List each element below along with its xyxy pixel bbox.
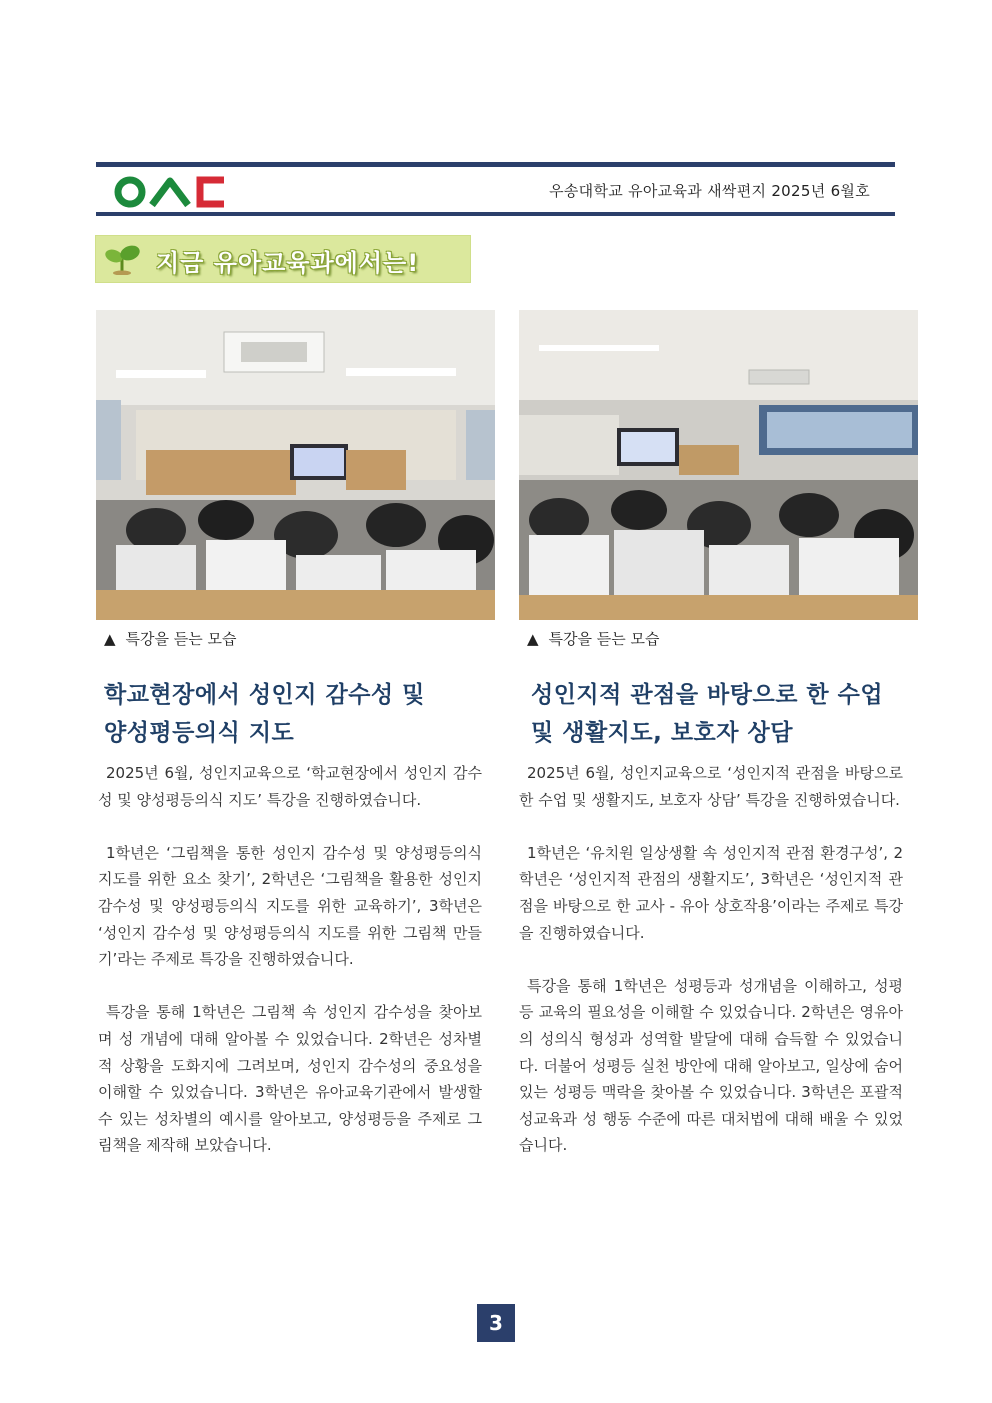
- triangle-marker-icon: ▲: [104, 630, 116, 648]
- heading-line: 성인지적 관점을 바탕으로 한 수업: [531, 682, 884, 708]
- photo-caption-right: [527, 628, 660, 649]
- section-title: 지금 유아교육과에서는!: [156, 249, 420, 277]
- paragraph: 1학년은 ‘유치원 일상생활 속 성인지적 관점 환경구성’, 2학년은 ‘성인지적 관점의 생활지도’, 3학년은 ‘성인지적 관점을 바탕으로 한 교사 - 유아 상호작용’이라는 주제로 특강을 진행하였습니다.: [519, 843, 903, 942]
- triangle-marker-icon: ▲: [527, 630, 539, 648]
- article-body-left: [98, 760, 482, 1186]
- paragraph: 특강을 통해 1학년은 성평등과 성개념을 이해하고, 성평등 교육의 필요성을 이해할 수 있었습니다. 2학년은 영유아의 성의식 형성과 성역할 발달에 대해 습득할 수 있었습니다. 더불어 성평등 실천 방안에 대해 알아보고, 일상에 숨어 있는 성평등 맥락을 찾아볼 수 있었습니다. 3학년은 포괄적 성교육과 성 행동 수준에 따른 대처법에 대해 배울 수 있었습니다.: [519, 976, 903, 1155]
- heading-line: 및 생활지도, 보호자 상담: [531, 720, 793, 746]
- paragraph: 2025년 6월, 성인지교육으로 ‘학교현장에서 성인지 감수성 및 양성평등의식 지도’ 특강을 진행하였습니다.: [98, 764, 482, 809]
- section-banner: [96, 236, 470, 282]
- heading-line: 양성평등의식 지도: [104, 720, 295, 746]
- header-bottom-rule: [96, 212, 895, 216]
- lecture-photo-right: [519, 310, 918, 620]
- lecture-photo-left: [96, 310, 495, 620]
- article-body-right: [519, 760, 903, 1186]
- article-heading-left: [104, 676, 484, 752]
- caption-text: 특강을 듣는 모습: [125, 630, 237, 648]
- caption-text: 특강을 듣는 모습: [548, 630, 660, 648]
- paragraph: 특강을 통해 1학년은 그림책 속 성인지 감수성을 찾아보며 성 개념에 대해 알아볼 수 있었습니다. 2학년은 성차별적 상황을 도화지에 그려보며, 성인지 감수성의 중요성을 이해할 수 있었습니다. 3학년은 유아교육기관에서 발생할 수 있는 성차별의 예시를 알아보고, 양성평등을 주제로 그림책을 제작해 보았습니다.: [98, 1003, 482, 1155]
- paragraph: 1학년은 ‘그림책을 통한 성인지 감수성 및 양성평등의식 지도를 위한 요소 찾기’, 2학년은 ‘그림책을 활용한 성인지 감수성 및 양성평등의식 지도를 위한 교육하기’, 3학년은 ‘성인지 감수성 및 양성평등의식 지도를 위한 그림책 만들기’라는 주제로 특강을 진행하였습니다.: [98, 843, 482, 969]
- newsletter-title: 우송대학교 유아교육과 새싹편지 2025년 6월호: [549, 182, 870, 200]
- paragraph: 2025년 6월, 성인지교육으로 ‘성인지적 관점을 바탕으로 한 수업 및 생활지도, 보호자 상담’ 특강을 진행하였습니다.: [519, 764, 903, 809]
- heading-line: 학교현장에서 성인지 감수성 및: [104, 682, 425, 708]
- photo-caption-left: [104, 628, 237, 649]
- page-number: 3: [477, 1304, 515, 1342]
- header-top-rule: [96, 162, 895, 167]
- sprout-icon: [104, 243, 140, 275]
- department-logo: [112, 176, 228, 208]
- article-heading-right: [531, 676, 911, 752]
